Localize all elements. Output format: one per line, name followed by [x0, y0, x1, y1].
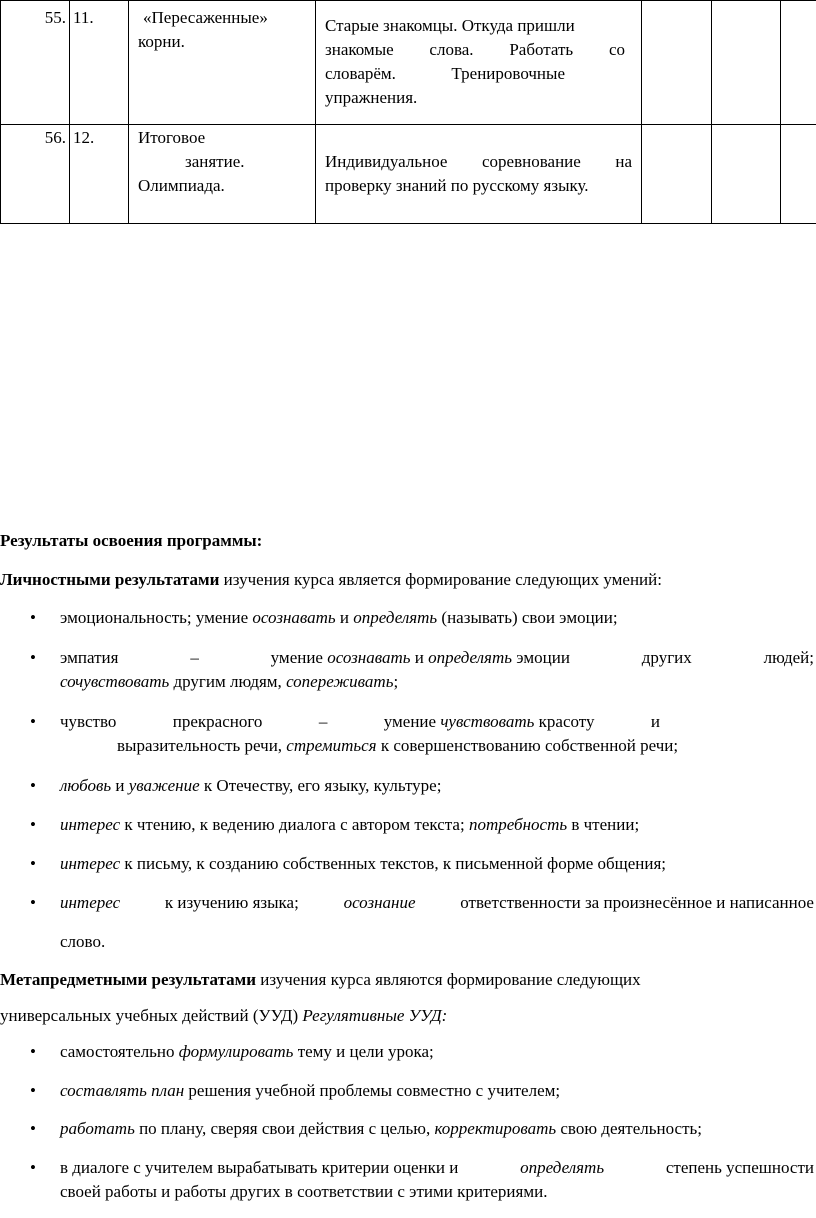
row-title-line: «Пересаженные» — [143, 8, 268, 27]
table-col-line — [711, 0, 712, 224]
row-number: 56. — [44, 128, 66, 147]
list-item: эмпатия – умение осознавать и определять эмоции других людей; — [60, 648, 814, 667]
row-number: 55. — [44, 8, 66, 27]
bullet-icon: • — [30, 648, 36, 667]
bullet-icon: • — [30, 776, 36, 795]
row-title-line: корни. — [138, 32, 185, 51]
program-table — [0, 0, 816, 224]
bullet-icon: • — [30, 608, 36, 627]
table-col-line — [315, 0, 316, 224]
table-col-line — [128, 0, 129, 224]
row-title-line: Итоговое — [138, 128, 206, 147]
section-heading: Результаты освоения программы: — [0, 531, 263, 550]
row-sub-number: 11. — [73, 8, 94, 27]
list-item: работать по плану, сверяя свои действия с целью, корректировать свою деятельность; — [60, 1119, 702, 1138]
row-desc-line: Старые знакомцы. Откуда пришли — [325, 16, 575, 35]
list-item: любовь и уважение к Отечеству, его языку, культуре; — [60, 776, 442, 795]
list-item: эмоциональность; умение осознавать и определять (называть) свои эмоции; — [60, 608, 618, 627]
bullet-icon: • — [30, 1119, 36, 1138]
row-desc-line: проверку знаний по русскому языку. — [325, 176, 589, 195]
list-item: составлять план решения учебной проблемы совместно с учителем; — [60, 1081, 561, 1100]
meta-results-lead-line2: универсальных учебных действий (УУД) Регулятивные УУД: — [0, 1006, 448, 1025]
table-col-line — [641, 0, 642, 224]
personal-results-lead: Личностными результатами изучения курса является формирование следующих умений: — [0, 570, 662, 589]
list-item: чувство прекрасного – умение чувствовать красоту и — [60, 712, 660, 731]
row-title-line: Олимпиада. — [138, 176, 225, 195]
list-item: самостоятельно формулировать тему и цели урока; — [60, 1042, 434, 1061]
table-row-divider — [0, 124, 816, 125]
row-sub-number: 12. — [73, 128, 95, 147]
list-item: интерес к чтению, к ведению диалога с автором текста; потребность в чтении; — [60, 815, 640, 834]
bullet-icon: • — [30, 893, 36, 912]
row-title-line: занятие. — [185, 152, 245, 171]
list-item-continuation: слово. — [60, 932, 106, 951]
bullet-icon: • — [30, 854, 36, 873]
meta-results-lead: Метапредметными результатами изучения курса являются формирование следующих — [0, 970, 641, 989]
bullet-icon: • — [30, 712, 36, 731]
row-desc-line: упражнения. — [325, 88, 418, 107]
list-item: интерес к изучению языка; осознание ответственности за произнесённое и написанное — [60, 893, 814, 912]
bullet-icon: • — [30, 1081, 36, 1100]
row-desc-line: словарём. Тренировочные — [325, 64, 565, 83]
table-col-line — [0, 0, 1, 224]
table-border-top — [0, 0, 816, 1]
list-item: в диалоге с учителем вырабатывать критерии оценки и определять степень успешности — [60, 1158, 814, 1177]
table-col-line — [780, 0, 781, 224]
bullet-icon: • — [30, 1158, 36, 1177]
table-col-line — [69, 0, 70, 224]
list-item-continuation: сочувствовать другим людям, сопереживать; — [60, 672, 399, 691]
list-item: интерес к письму, к созданию собственных текстов, к письменной форме общения; — [60, 854, 667, 873]
table-border-bottom — [0, 223, 816, 224]
list-item-continuation: выразительность речи, стремиться к совершенствованию собственной речи; — [117, 736, 679, 755]
bullet-icon: • — [30, 1042, 36, 1061]
row-desc-line: Индивидуальное соревнование на — [325, 152, 632, 171]
row-desc-line: знакомые слова. Работать со — [325, 40, 625, 59]
bullet-icon: • — [30, 815, 36, 834]
list-item-continuation: своей работы и работы других в соответствии с этими критериями. — [60, 1182, 548, 1201]
